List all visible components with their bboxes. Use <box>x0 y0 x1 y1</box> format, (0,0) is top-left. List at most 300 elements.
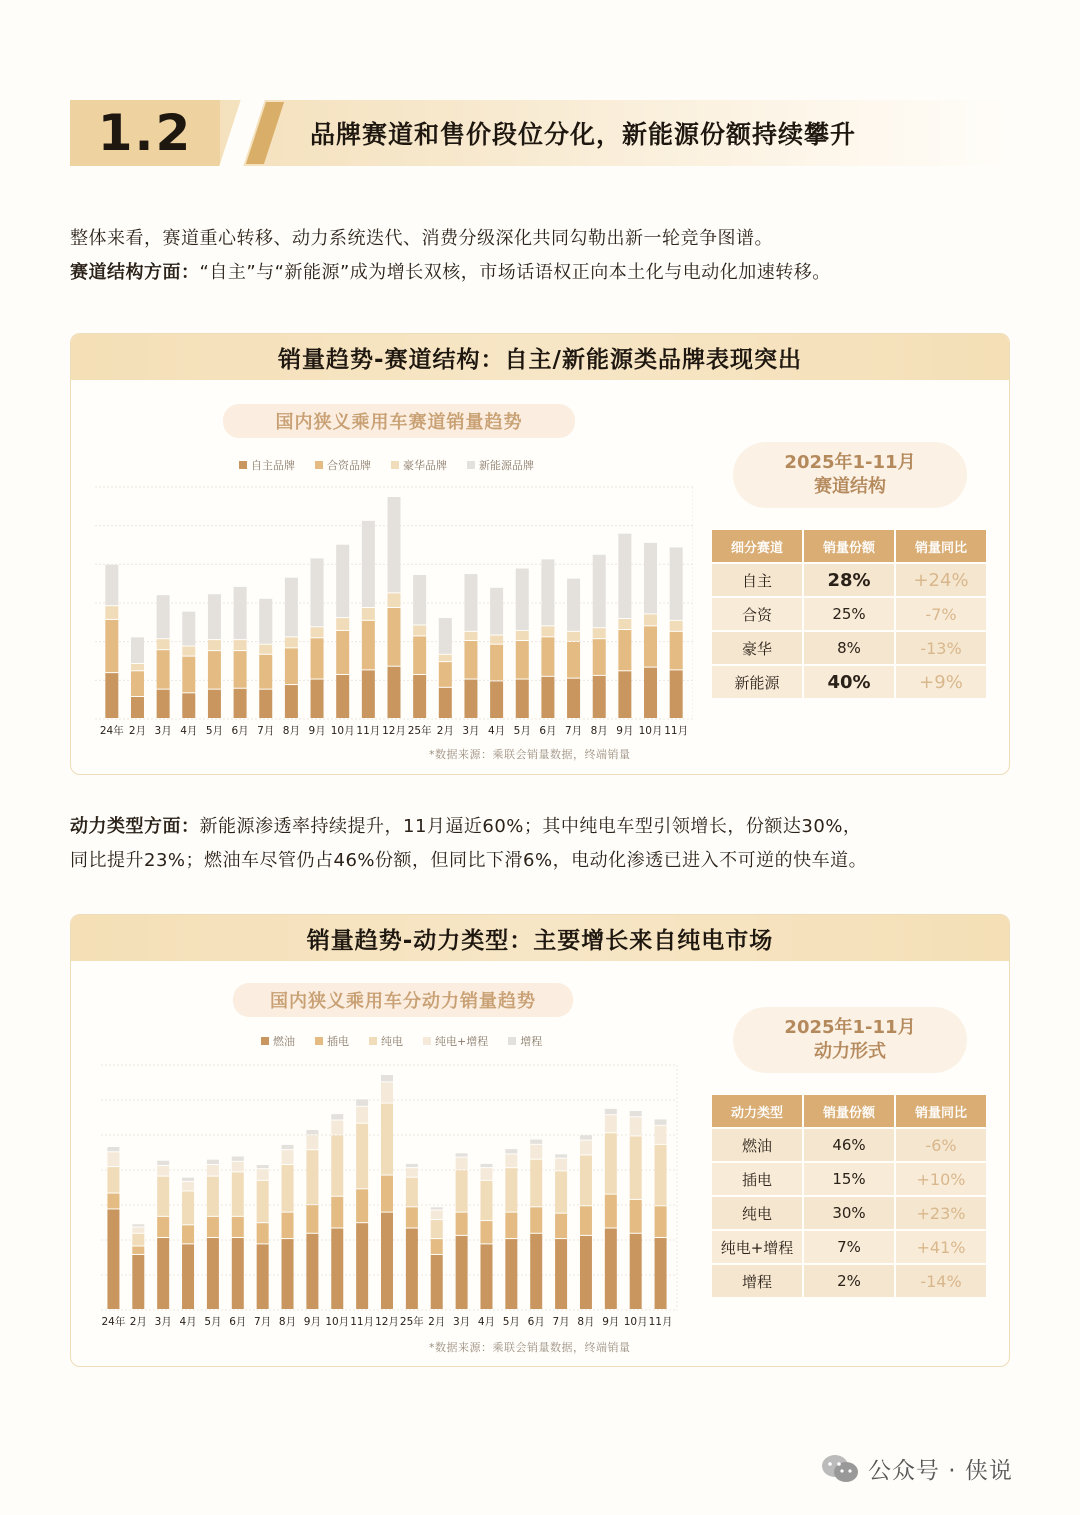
bar-segment-自主品牌 <box>516 680 529 718</box>
watermark-text: 公众号 · 侠说 <box>868 1458 1013 1484</box>
bar-segment-自主品牌 <box>644 668 657 718</box>
x-tick-label: 7月 <box>552 1316 570 1328</box>
table-cell: 燃油 <box>712 1129 802 1161</box>
chart-1-legend <box>239 457 534 473</box>
bar-segment-纯电 <box>630 1136 642 1199</box>
bar-segment-豪华品牌 <box>670 621 683 631</box>
bar-segment-纯电 <box>605 1133 617 1193</box>
bar-segment-燃油 <box>257 1244 269 1309</box>
bar-segment-插电 <box>605 1195 617 1228</box>
bar-segment-合资品牌 <box>336 631 349 674</box>
bar-segment-纯电 <box>530 1160 542 1207</box>
bar-segment-增程 <box>257 1165 269 1168</box>
bar-segment-豪华品牌 <box>618 619 631 629</box>
bar-segment-燃油 <box>456 1236 468 1309</box>
x-tick-label: 24年 <box>101 1316 126 1328</box>
bar-segment-新能源品牌 <box>208 594 221 639</box>
table-cell: 8% <box>804 632 894 664</box>
bar-segment-纯电 <box>580 1155 592 1205</box>
bar-segment-纯电 <box>132 1234 144 1246</box>
powertrain-heading: 动力类型方面： <box>70 816 200 837</box>
table-row <box>712 598 986 630</box>
legend-item-jv-brand: 合资品牌 <box>315 457 371 473</box>
x-tick-label: 6月 <box>539 725 557 737</box>
bar-segment-燃油 <box>282 1239 294 1309</box>
x-tick-label: 5月 <box>204 1316 222 1328</box>
bar-segment-纯电 <box>282 1165 294 1212</box>
bar-segment-纯电 <box>232 1172 244 1215</box>
bar-segment-自主品牌 <box>567 679 580 718</box>
bar-segment-燃油 <box>630 1234 642 1309</box>
bar-segment-豪华品牌 <box>413 625 426 635</box>
bar-segment-新能源品牌 <box>670 547 683 619</box>
chart-2-title: 国内狭义乘用车分动力销量趋势 <box>233 983 573 1017</box>
bar-segment-合资品牌 <box>157 650 170 688</box>
wechat-icon <box>820 1453 860 1485</box>
powertrain-text-2: 同比提升23%；燃油车尽管仍占46%份额，但同比下滑6%，电动化渗透已进入不可逆的快车道。 <box>70 850 868 871</box>
bar-segment-豪华品牌 <box>490 636 503 644</box>
table-cell: 46% <box>804 1129 894 1161</box>
x-tick-label: 11月 <box>664 725 689 737</box>
bar-segment-自主品牌 <box>182 693 195 718</box>
bar-segment-插电 <box>107 1194 119 1209</box>
panel-2-header: 销量趋势-动力类型：主要增长来自纯电市场 <box>71 915 1009 961</box>
bar-segment-豪华品牌 <box>362 608 375 620</box>
table-row <box>712 1129 986 1161</box>
bar-segment-新能源品牌 <box>593 555 606 627</box>
bar-segment-纯电 <box>157 1177 169 1216</box>
bar-segment-燃油 <box>132 1255 144 1309</box>
legend-item-nev-brand: 新能源品牌 <box>467 457 534 473</box>
bar-segment-燃油 <box>555 1239 567 1309</box>
bar-segment-增程 <box>505 1149 517 1153</box>
panel-2-badge <box>733 1007 967 1073</box>
bar-segment-燃油 <box>381 1213 393 1309</box>
bar-segment-纯电+增程 <box>132 1227 144 1232</box>
bar-segment-增程 <box>480 1164 492 1167</box>
section-header <box>70 100 1010 166</box>
bar-segment-纯电+增程 <box>456 1158 468 1170</box>
legend-item-bev: 纯电 <box>369 1033 403 1049</box>
table-cell: 7% <box>804 1231 894 1263</box>
legend-item-phev: 插电 <box>315 1033 349 1049</box>
table-cell: 28% <box>804 564 894 596</box>
bar-segment-纯电 <box>456 1170 468 1211</box>
bar-segment-增程 <box>331 1114 343 1119</box>
table-row <box>712 1163 986 1195</box>
bar-segment-插电 <box>655 1206 667 1237</box>
bar-segment-增程 <box>107 1147 119 1151</box>
bar-segment-纯电+增程 <box>431 1210 443 1219</box>
track-structure-table <box>710 528 988 700</box>
chart-2-source: *数据来源：乘联会销量数据，终端销量 <box>429 1341 631 1354</box>
bar-segment-燃油 <box>157 1238 169 1309</box>
bar-segment-豪华品牌 <box>541 626 554 636</box>
x-tick-label: 4月 <box>180 725 198 737</box>
bar-segment-自主品牌 <box>362 670 375 718</box>
bar-segment-豪华品牌 <box>311 627 324 637</box>
table-header-cell: 销量同比 <box>896 530 986 562</box>
bar-segment-纯电+增程 <box>356 1107 368 1123</box>
bar-segment-合资品牌 <box>362 621 375 670</box>
table-cell: 合资 <box>712 598 802 630</box>
bar-segment-新能源品牌 <box>388 497 401 592</box>
x-tick-label: 9月 <box>602 1316 620 1328</box>
section-title: 品牌赛道和售价段位分化，新能源份额持续攀升 <box>310 120 857 149</box>
table-cell: -7% <box>896 598 986 630</box>
x-tick-label: 10月 <box>325 1316 350 1328</box>
x-tick-label: 11月 <box>350 1316 375 1328</box>
bar-segment-燃油 <box>356 1223 368 1309</box>
bar-segment-增程 <box>555 1154 567 1157</box>
x-tick-label: 6月 <box>527 1316 545 1328</box>
bar-segment-纯电 <box>107 1167 119 1192</box>
bar-segment-纯电+增程 <box>406 1168 418 1177</box>
bar-segment-燃油 <box>431 1255 443 1309</box>
bar-segment-自主品牌 <box>413 675 426 718</box>
bar-segment-豪华品牌 <box>567 632 580 641</box>
table-cell: 25% <box>804 598 894 630</box>
table-cell: +10% <box>896 1163 986 1195</box>
bar-segment-纯电+增程 <box>381 1082 393 1102</box>
panel-1-header: 销量趋势-赛道结构：自主/新能源类品牌表现突出 <box>71 334 1009 380</box>
bar-segment-纯电 <box>480 1181 492 1220</box>
bar-segment-豪华品牌 <box>105 606 118 619</box>
bar-segment-插电 <box>456 1213 468 1235</box>
bar-segment-纯电+增程 <box>331 1121 343 1135</box>
bar-segment-豪华品牌 <box>336 618 349 630</box>
x-tick-label: 4月 <box>488 725 506 737</box>
bar-segment-增程 <box>655 1119 667 1124</box>
bar-segment-合资品牌 <box>490 645 503 681</box>
legend-item-erev: 增程 <box>508 1033 542 1049</box>
x-tick-label: 9月 <box>308 725 326 737</box>
table-cell: +23% <box>896 1197 986 1229</box>
panel-track-structure <box>70 333 1010 775</box>
bar-segment-增程 <box>157 1161 169 1165</box>
bar-segment-自主品牌 <box>541 677 554 718</box>
table-cell: +24% <box>896 564 986 596</box>
x-tick-label: 12月 <box>375 1316 399 1328</box>
bar-segment-合资品牌 <box>105 620 118 672</box>
bar-segment-插电 <box>406 1207 418 1227</box>
x-tick-label: 2月 <box>129 1316 147 1328</box>
bar-segment-自主品牌 <box>157 690 170 718</box>
bar-segment-合资品牌 <box>311 638 324 678</box>
bar-segment-自主品牌 <box>105 673 118 718</box>
table-cell: 纯电+增程 <box>712 1231 802 1263</box>
bar-segment-增程 <box>431 1207 443 1209</box>
bar-segment-燃油 <box>530 1234 542 1309</box>
table-cell: 增程 <box>712 1265 802 1297</box>
bar-segment-插电 <box>505 1213 517 1238</box>
x-tick-label: 7月 <box>257 725 275 737</box>
table-cell: -14% <box>896 1265 986 1297</box>
bar-segment-插电 <box>306 1205 318 1233</box>
bar-segment-新能源品牌 <box>516 569 529 630</box>
bar-segment-合资品牌 <box>541 637 554 675</box>
bar-segment-新能源品牌 <box>131 637 144 663</box>
table-row <box>712 1231 986 1263</box>
bar-segment-自主品牌 <box>208 690 221 718</box>
bar-segment-豪华品牌 <box>388 593 401 607</box>
x-tick-label: 5月 <box>502 1316 520 1328</box>
bar-segment-豪华品牌 <box>644 614 657 625</box>
badge-1-period: 2025年1-11月 <box>784 452 916 473</box>
bar-segment-自主品牌 <box>464 680 477 718</box>
bar-segment-纯电+增程 <box>232 1162 244 1172</box>
bar-segment-燃油 <box>655 1238 667 1309</box>
panel-powertrain <box>70 914 1010 1367</box>
bar-segment-纯电 <box>381 1104 393 1175</box>
bar-segment-纯电+增程 <box>282 1150 294 1164</box>
bar-segment-燃油 <box>107 1209 119 1309</box>
bar-segment-豪华品牌 <box>285 637 298 647</box>
bar-segment-自主品牌 <box>311 680 324 718</box>
bar-segment-插电 <box>480 1221 492 1243</box>
bar-segment-纯电+增程 <box>107 1152 119 1166</box>
bar-segment-纯电 <box>207 1177 219 1216</box>
bar-segment-增程 <box>530 1140 542 1144</box>
x-tick-label: 3月 <box>462 725 480 737</box>
table-cell: +9% <box>896 666 986 698</box>
x-tick-label: 10月 <box>330 725 355 737</box>
bar-segment-新能源品牌 <box>105 565 118 605</box>
bar-segment-插电 <box>381 1176 393 1212</box>
bar-segment-合资品牌 <box>644 626 657 666</box>
x-tick-label: 3月 <box>453 1316 471 1328</box>
bar-segment-新能源品牌 <box>644 543 657 614</box>
bar-segment-新能源品牌 <box>541 559 554 625</box>
table-cell: 插电 <box>712 1163 802 1195</box>
x-tick-label: 25年 <box>407 725 432 737</box>
table-cell: 40% <box>804 666 894 698</box>
bar-segment-纯电+增程 <box>580 1141 592 1155</box>
bar-segment-自主品牌 <box>336 675 349 718</box>
panel-1-badge <box>733 442 967 508</box>
powertrain-paragraph <box>70 810 1015 878</box>
bar-segment-增程 <box>580 1135 592 1139</box>
bar-segment-燃油 <box>505 1239 517 1309</box>
x-tick-label: 5月 <box>513 725 531 737</box>
bar-segment-合资品牌 <box>516 641 529 679</box>
x-tick-label: 9月 <box>303 1316 321 1328</box>
table-header-cell: 销量同比 <box>896 1095 986 1127</box>
bar-segment-新能源品牌 <box>285 578 298 637</box>
bar-segment-插电 <box>580 1206 592 1235</box>
bar-segment-纯电+增程 <box>605 1115 617 1132</box>
bar-segment-纯电+增程 <box>207 1165 219 1176</box>
chart-1-title: 国内狭义乘用车赛道销量趋势 <box>223 404 575 438</box>
table-cell: 新能源 <box>712 666 802 698</box>
bar-segment-燃油 <box>331 1228 343 1309</box>
bar-segment-增程 <box>630 1111 642 1116</box>
bar-segment-燃油 <box>207 1238 219 1309</box>
bar-segment-插电 <box>232 1217 244 1237</box>
watermark <box>820 1452 1013 1485</box>
table-cell: 15% <box>804 1163 894 1195</box>
powertrain-line-1 <box>70 810 1015 844</box>
bar-segment-新能源品牌 <box>234 587 247 639</box>
bar-segment-豪华品牌 <box>157 639 170 649</box>
bar-segment-插电 <box>282 1213 294 1238</box>
x-tick-label: 2月 <box>128 725 147 737</box>
intro-line-1: 整体来看，赛道重心转移、动力系统迭代、消费分级深化共同勾勒出新一轮竞争图谱。 <box>70 228 773 249</box>
bar-segment-燃油 <box>182 1244 194 1309</box>
bar-segment-增程 <box>456 1153 468 1156</box>
bar-segment-合资品牌 <box>259 655 272 689</box>
table-cell: +41% <box>896 1231 986 1263</box>
bar-segment-纯电+增程 <box>505 1154 517 1167</box>
bar-segment-合资品牌 <box>208 651 221 689</box>
bar-segment-自主品牌 <box>388 667 401 718</box>
x-tick-label: 2月 <box>436 725 454 737</box>
x-tick-label: 4月 <box>477 1316 496 1328</box>
bar-segment-新能源品牌 <box>567 579 580 631</box>
bar-segment-燃油 <box>580 1236 592 1309</box>
legend-item-ice: 燃油 <box>261 1033 295 1049</box>
bar-segment-增程 <box>306 1130 318 1134</box>
powertrain-text-1: 新能源渗透率持续提升，11月逼近60%；其中纯电车型引领增长，份额达30%， <box>199 816 862 837</box>
x-tick-label: 6月 <box>229 1316 247 1328</box>
x-tick-label: 10月 <box>623 1316 648 1328</box>
bar-segment-纯电+增程 <box>630 1117 642 1135</box>
bar-segment-增程 <box>182 1178 194 1181</box>
bar-segment-豪华品牌 <box>234 640 247 650</box>
bar-segment-燃油 <box>406 1228 418 1309</box>
x-tick-label: 25年 <box>399 1316 424 1328</box>
legend-item-bev-erev: 纯电+增程 <box>423 1033 488 1049</box>
bar-segment-增程 <box>232 1157 244 1161</box>
bar-segment-自主品牌 <box>439 688 452 718</box>
x-tick-label: 3月 <box>154 725 172 737</box>
bar-segment-自主品牌 <box>285 685 298 718</box>
bar-segment-自主品牌 <box>593 676 606 718</box>
x-tick-label: 8月 <box>278 1316 297 1328</box>
x-tick-label: 2月 <box>428 1316 446 1328</box>
bar-segment-插电 <box>157 1217 169 1237</box>
bar-segment-纯电 <box>182 1191 194 1224</box>
table-cell: -13% <box>896 632 986 664</box>
chart-2-legend <box>261 1033 542 1049</box>
bar-segment-增程 <box>282 1145 294 1149</box>
legend-item-luxury-brand: 豪华品牌 <box>391 457 447 473</box>
bar-segment-纯电 <box>306 1150 318 1204</box>
bar-segment-合资品牌 <box>593 639 606 675</box>
bar-segment-合资品牌 <box>464 641 477 679</box>
legend-item-own-brand: 自主品牌 <box>239 457 295 473</box>
bar-segment-纯电 <box>505 1168 517 1211</box>
bar-segment-新能源品牌 <box>336 545 349 617</box>
table-row <box>712 666 986 698</box>
bar-segment-合资品牌 <box>388 608 401 666</box>
bar-segment-纯电+增程 <box>655 1126 667 1144</box>
bar-segment-豪华品牌 <box>439 655 452 661</box>
bar-segment-新能源品牌 <box>157 595 170 638</box>
bar-segment-插电 <box>331 1197 343 1228</box>
bar-segment-新能源品牌 <box>490 588 503 635</box>
bar-segment-插电 <box>257 1223 269 1243</box>
table-header-cell: 动力类型 <box>712 1095 802 1127</box>
bar-segment-豪华品牌 <box>208 640 221 650</box>
table-cell: 纯电 <box>712 1197 802 1229</box>
table-row <box>712 632 986 664</box>
x-tick-label: 7月 <box>254 1316 272 1328</box>
x-tick-label: 8月 <box>282 725 300 737</box>
bar-segment-燃油 <box>306 1234 318 1309</box>
bar-segment-豪华品牌 <box>259 645 272 654</box>
x-tick-label: 4月 <box>179 1316 197 1328</box>
bar-segment-纯电+增程 <box>157 1166 169 1176</box>
bar-segment-新能源品牌 <box>182 612 195 646</box>
table-header-cell: 销量份额 <box>804 1095 894 1127</box>
bar-segment-新能源品牌 <box>259 599 272 644</box>
bar-segment-自主品牌 <box>131 697 144 718</box>
x-tick-label: 8月 <box>577 1316 595 1328</box>
bar-segment-合资品牌 <box>131 671 144 696</box>
table-cell: -6% <box>896 1129 986 1161</box>
bar-segment-豪华品牌 <box>131 664 144 670</box>
bar-segment-燃油 <box>232 1238 244 1309</box>
bar-segment-插电 <box>207 1217 219 1237</box>
bar-segment-纯电 <box>431 1220 443 1238</box>
bar-segment-插电 <box>530 1207 542 1232</box>
bar-segment-纯电+增程 <box>480 1168 492 1180</box>
intro-line-2-heading: 赛道结构方面： <box>70 262 200 283</box>
bar-segment-增程 <box>406 1164 418 1167</box>
bar-segment-增程 <box>207 1160 219 1164</box>
chart-2-svg <box>101 1055 681 1330</box>
x-tick-label: 9月 <box>616 725 634 737</box>
bar-segment-纯电 <box>655 1145 667 1205</box>
x-tick-label: 3月 <box>154 1316 172 1328</box>
bar-segment-合资品牌 <box>670 632 683 670</box>
x-tick-label: 11月 <box>648 1316 673 1328</box>
badge-1-label: 赛道结构 <box>814 476 886 497</box>
bar-segment-纯电 <box>356 1124 368 1189</box>
bar-segment-合资品牌 <box>234 651 247 688</box>
table-row <box>712 1265 986 1297</box>
x-tick-label: 6月 <box>231 725 249 737</box>
bar-segment-自主品牌 <box>490 681 503 718</box>
chart-1-svg <box>93 479 693 739</box>
intro-line-2-text: “自主”与“新能源”成为增长双核，市场话语权正向本土化与电动化加速转移。 <box>199 262 831 283</box>
bar-segment-纯电+增程 <box>530 1145 542 1159</box>
bar-segment-豪华品牌 <box>593 628 606 638</box>
bar-segment-燃油 <box>605 1228 617 1309</box>
table-cell: 30% <box>804 1197 894 1229</box>
table-cell: 豪华 <box>712 632 802 664</box>
bar-segment-自主品牌 <box>670 670 683 718</box>
bar-segment-豪华品牌 <box>464 632 477 640</box>
intro-paragraph <box>70 222 1015 290</box>
table-cell: 2% <box>804 1265 894 1297</box>
x-tick-label: 11月 <box>356 725 381 737</box>
bar-segment-插电 <box>630 1200 642 1233</box>
table-row <box>712 1197 986 1229</box>
x-tick-label: 8月 <box>590 725 608 737</box>
bar-segment-增程 <box>132 1224 144 1226</box>
x-tick-label: 24年 <box>99 725 124 737</box>
table-header-cell: 销量份额 <box>804 530 894 562</box>
bar-segment-插电 <box>431 1239 443 1254</box>
bar-segment-合资品牌 <box>413 636 426 674</box>
x-tick-label: 7月 <box>564 725 583 737</box>
x-tick-label: 5月 <box>205 725 224 737</box>
bar-segment-豪华品牌 <box>182 647 195 656</box>
table-cell: 自主 <box>712 564 802 596</box>
bar-segment-新能源品牌 <box>464 574 477 631</box>
